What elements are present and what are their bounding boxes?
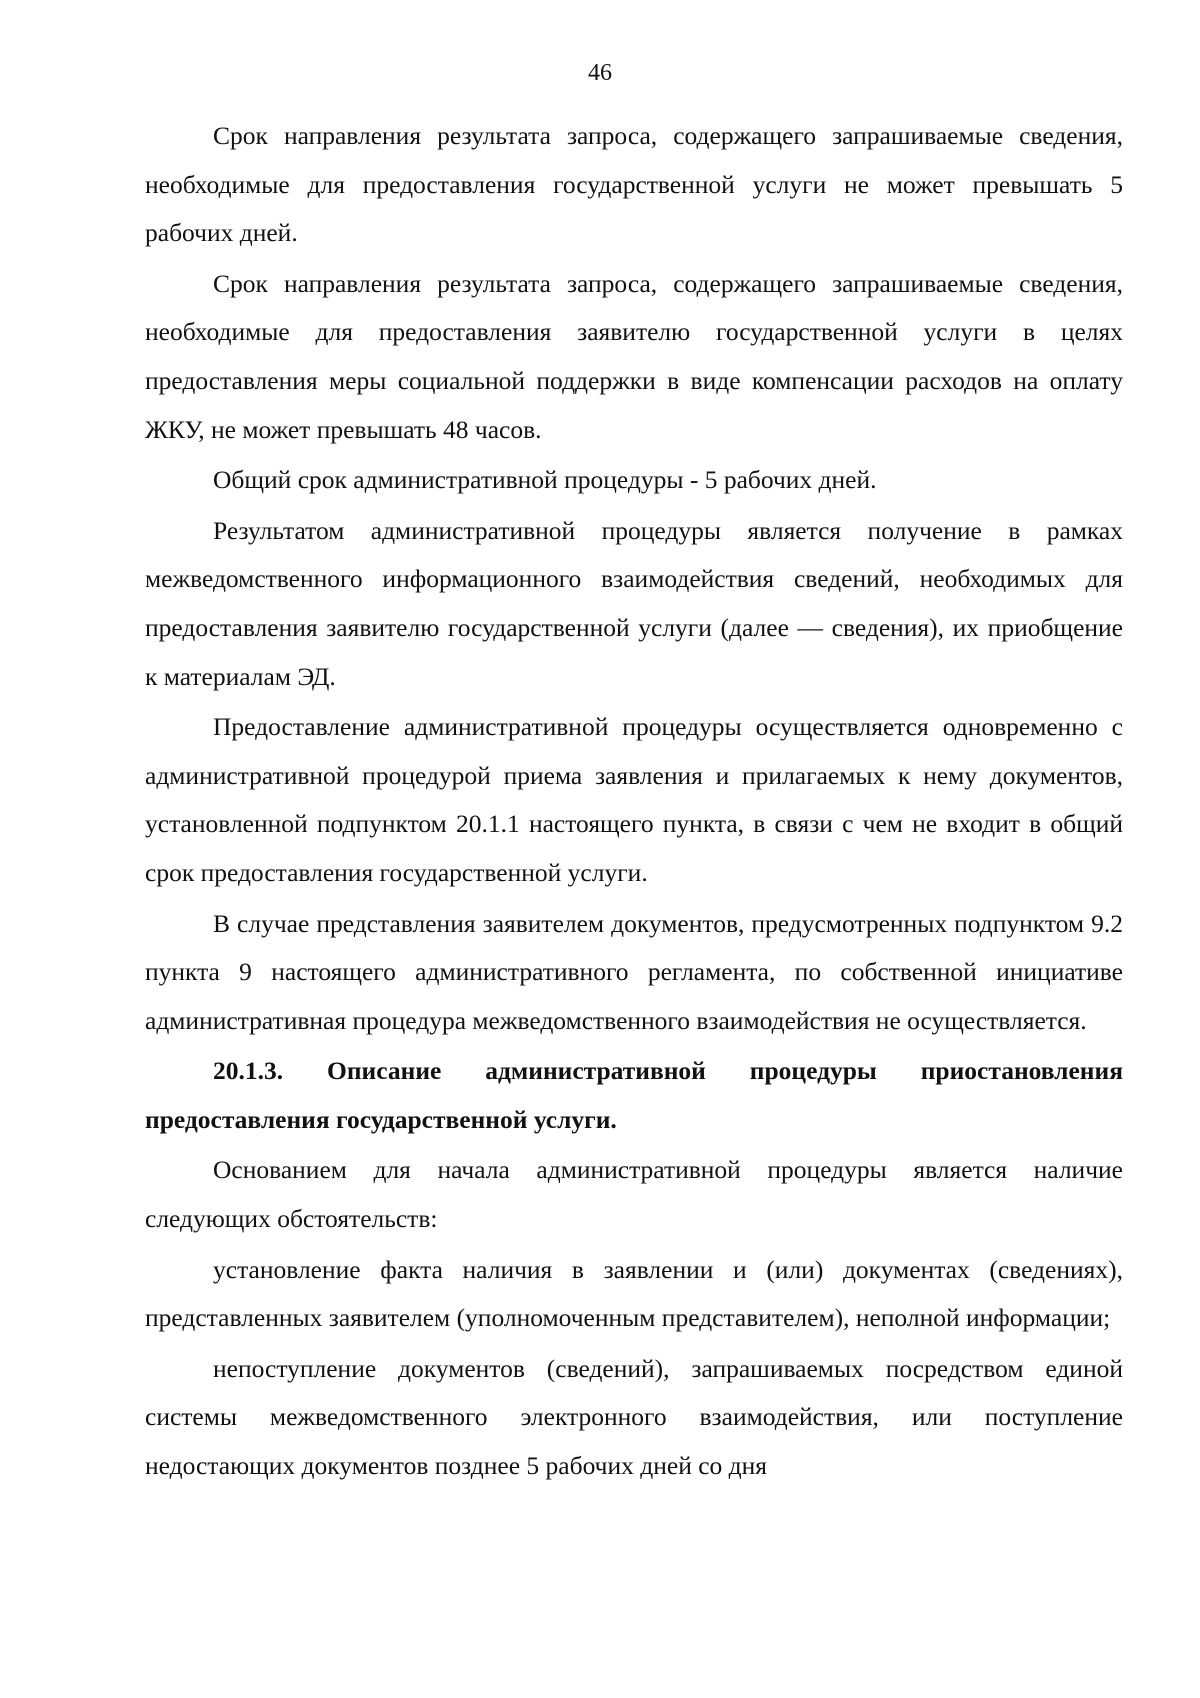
paragraph-incomplete-information: установление факта наличия в заявлении и (или) документах (сведениях), представленных заявителем (уполномоченным представителем), неполной информации;	[145, 1254, 1123, 1333]
paragraph-procedure-result: Результатом административной процедуры является получение в рамках межведомственного информационного взаимодействия сведений, необходимых для предоставления заявителю государственной услуги (далее — сведения), их приобщение к материалам ЭД.	[145, 515, 1123, 691]
paragraph-request-deadline-compensation: Срок направления результата запроса, содержащего запрашиваемые сведения, необходимые для предоставления заявителю государственной услуги в целях предоставления меры социальной поддержки в виде компенсации расходов на оплату ЖКУ, не может превышать 48 часов.	[145, 268, 1123, 444]
section-heading: 20.1.3. Описание административной процедуры приостановления предоставления государственной услуги.	[145, 1056, 1123, 1134]
paragraph-total-duration: Общий срок административной процедуры - 5 рабочих дней.	[213, 465, 877, 495]
paragraph-request-deadline: Срок направления результата запроса, содержащего запрашиваемые сведения, необходимые для предоставления государственной услуги не может превышать 5 рабочих дней.	[145, 121, 1123, 248]
page-number: 46	[588, 60, 612, 86]
paragraph-grounds: Основанием для начала административной процедуры является наличие следующих обстоятельств:	[145, 1155, 1123, 1234]
paragraph-own-initiative: В случае представления заявителем документов, предусмотренных подпунктом 9.2 пункта 9 настоящего административного регламента, по собственной инициативе административная процедура межведомственного взаимодействия не осуществляется.	[145, 908, 1123, 1035]
paragraph-non-receipt: непоступление документов (сведений), запрашиваемых посредством единой системы межведомственного электронного взаимодействия, или поступление недостающих документов позднее 5 рабочих дней со дня	[145, 1353, 1123, 1481]
paragraph-simultaneous-procedure: Предоставление административной процедуры осуществляется одновременно с административной процедурой приема заявления и прилагаемых к нему документов, установленной подпунктом 20.1.1 настоящего пункта, в связи с чем не входит в общий срок предоставления государственной услуги.	[145, 712, 1123, 887]
document-body	[145, 112, 1123, 1493]
